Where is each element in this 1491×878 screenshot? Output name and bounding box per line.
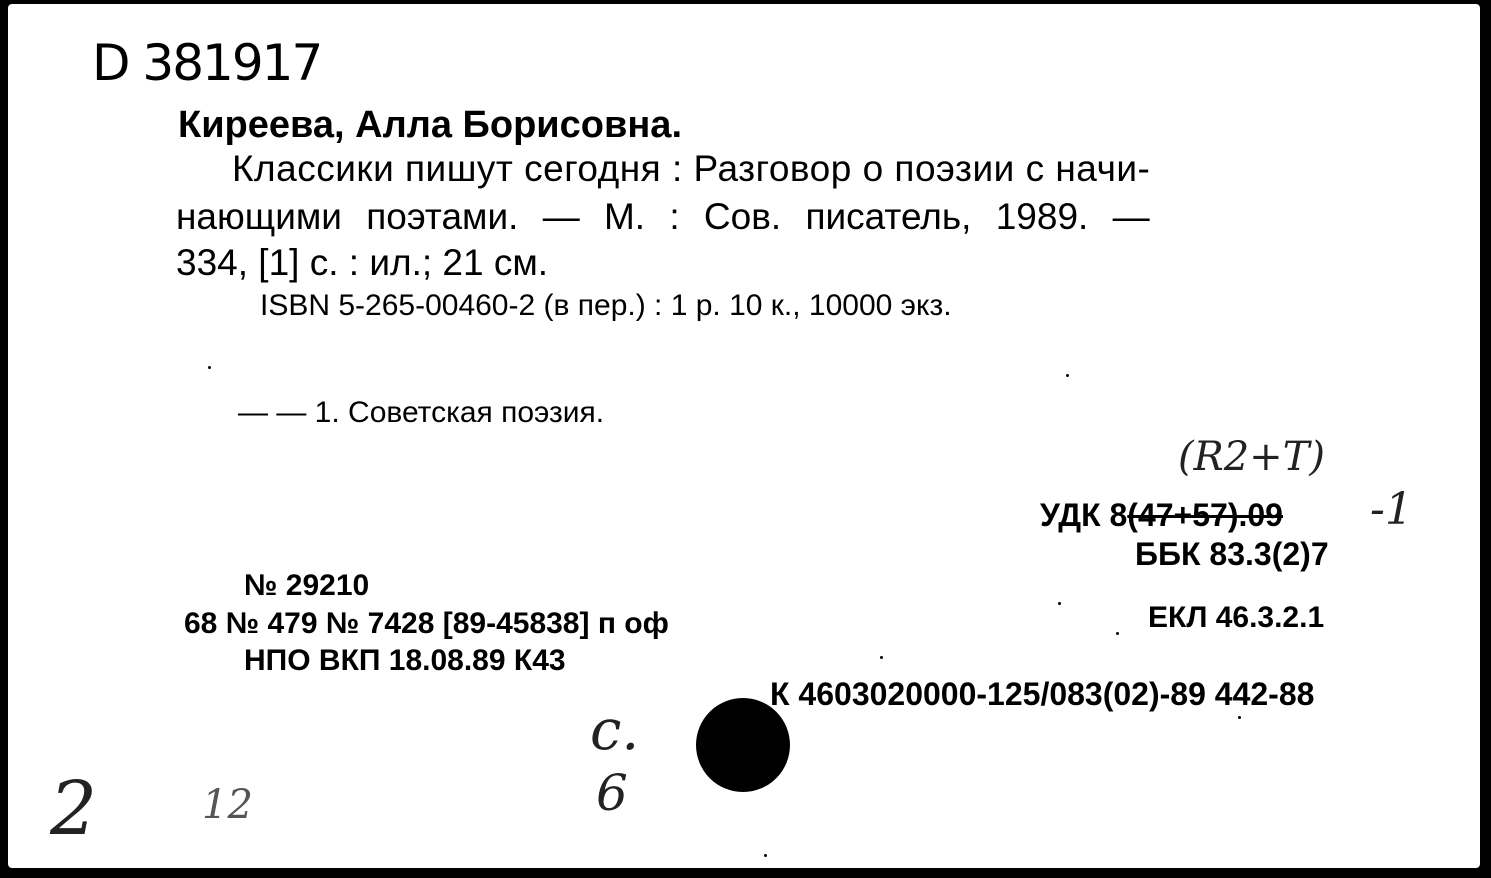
udk-prefix: УДК 8	[1040, 497, 1128, 533]
ekl-line: ЕКЛ 46.3.2.1	[1148, 601, 1325, 634]
scan-speck	[1058, 602, 1061, 605]
order-line: 68 № 479 № 7428 [89-45838] п оф	[184, 607, 669, 640]
catalog-card	[8, 4, 1480, 868]
scan-speck	[1116, 632, 1119, 635]
handwritten-c: с.	[590, 698, 640, 763]
author-heading: Киреева, Алла Борисовна.	[178, 104, 683, 146]
title-line-3: 334, [1] с. : ил.; 21 см.	[176, 242, 549, 283]
isbn-line: ISBN 5-265-00460-2 (в пер.) : 1 р. 10 к., 10000 экз.	[260, 289, 952, 322]
k-code-line: К 4603020000-125/083(02)-89 442-88	[770, 676, 1315, 712]
title-line-2: нающими поэтами. — М. : Сов. писатель, 1989. —	[176, 196, 1150, 237]
handwritten-6: 6	[596, 764, 628, 822]
order-number: № 29210	[244, 569, 370, 602]
handwritten-dash: -1	[1370, 484, 1413, 535]
title-line-1: Классики пишут сегодня : Разговор о поэзии с начи-	[232, 148, 1151, 189]
udk-class: (47+57).09	[1127, 497, 1283, 533]
call-number: D 381917	[92, 34, 322, 92]
bbk-line: ББК 83.3(2)7	[1135, 536, 1329, 572]
handwritten-number: 12	[202, 782, 253, 828]
scan-speck	[1066, 374, 1069, 377]
scan-speck	[1238, 716, 1241, 719]
publisher-line: НПО ВКП 18.08.89 К43	[244, 644, 566, 677]
punch-hole	[696, 698, 790, 792]
udk-line	[1040, 497, 1283, 534]
subject-heading: — — 1. Советская поэзия.	[238, 396, 605, 429]
handwritten-annotation-top: (R2+T)	[1178, 434, 1325, 480]
scan-speck	[208, 366, 211, 369]
scan-speck	[764, 854, 767, 857]
handwritten-2: 2	[50, 766, 98, 852]
scan-speck	[880, 656, 883, 659]
